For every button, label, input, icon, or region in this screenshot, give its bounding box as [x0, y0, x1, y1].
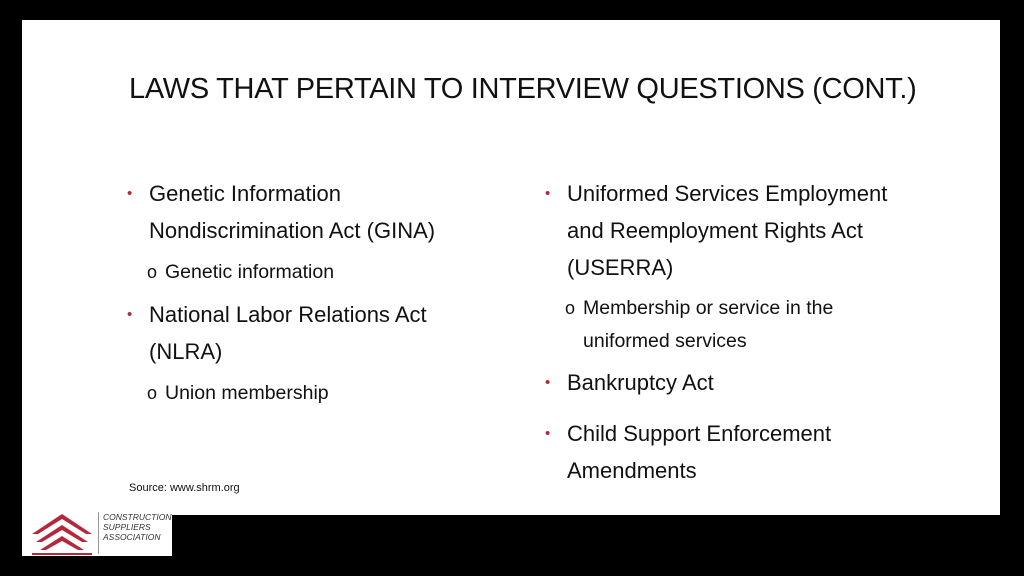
logo-line-1: CONSTRUCTION: [103, 512, 172, 522]
logo-divider: [98, 512, 99, 554]
source-citation: Source: www.shrm.org: [129, 482, 240, 494]
bullet-text: Genetic Information Nondiscrimination Act (GINA): [149, 181, 436, 243]
bullet-icon: •: [127, 185, 133, 202]
right-bullet-column: [545, 175, 925, 503]
bullet-text: Uniformed Services Employment and Reemployment Rights Act (USERRA): [567, 181, 888, 280]
slide-title: LAWS THAT PERTAIN TO INTERVIEW QUESTIONS (CONT.): [129, 73, 917, 105]
bullet-text: Bankruptcy Act: [567, 370, 714, 395]
bullet-bankruptcy-act: [545, 364, 925, 401]
bullet-icon: •: [545, 185, 551, 202]
sub-bullet-text: Union membership: [165, 382, 329, 404]
sub-bullet-union-membership: [147, 376, 487, 411]
bullet-icon: •: [127, 306, 133, 323]
bullet-icon: •: [545, 425, 551, 442]
bullet-nlra: [127, 296, 487, 370]
csa-logo: [30, 512, 170, 556]
logo-line-2: SUPPLIERS: [103, 522, 151, 532]
bullet-child-support: [545, 415, 925, 489]
logo-wordmark: [103, 512, 171, 542]
sub-bullet-text: Genetic information: [165, 261, 335, 283]
bullet-userra: [545, 175, 925, 286]
footer-bar: [172, 515, 1000, 556]
bullet-gina: [127, 175, 487, 249]
sub-bullet-icon: o: [565, 298, 576, 318]
logo-line-3: ASSOCIATION: [103, 532, 161, 542]
sub-bullet-uniformed-services: [565, 292, 925, 358]
bullet-text: Child Support Enforcement Amendments: [567, 421, 832, 483]
sub-bullet-icon: o: [147, 383, 158, 403]
bullet-text: National Labor Relations Act (NLRA): [149, 302, 427, 364]
slide: [22, 20, 1000, 556]
sub-bullet-icon: o: [147, 262, 158, 282]
roof-logo-icon: [30, 512, 94, 556]
left-bullet-column: [127, 175, 487, 417]
bullet-icon: •: [545, 374, 551, 391]
sub-bullet-text: Membership or service in the uniformed services: [583, 297, 834, 352]
sub-bullet-genetic-information: [147, 255, 487, 290]
